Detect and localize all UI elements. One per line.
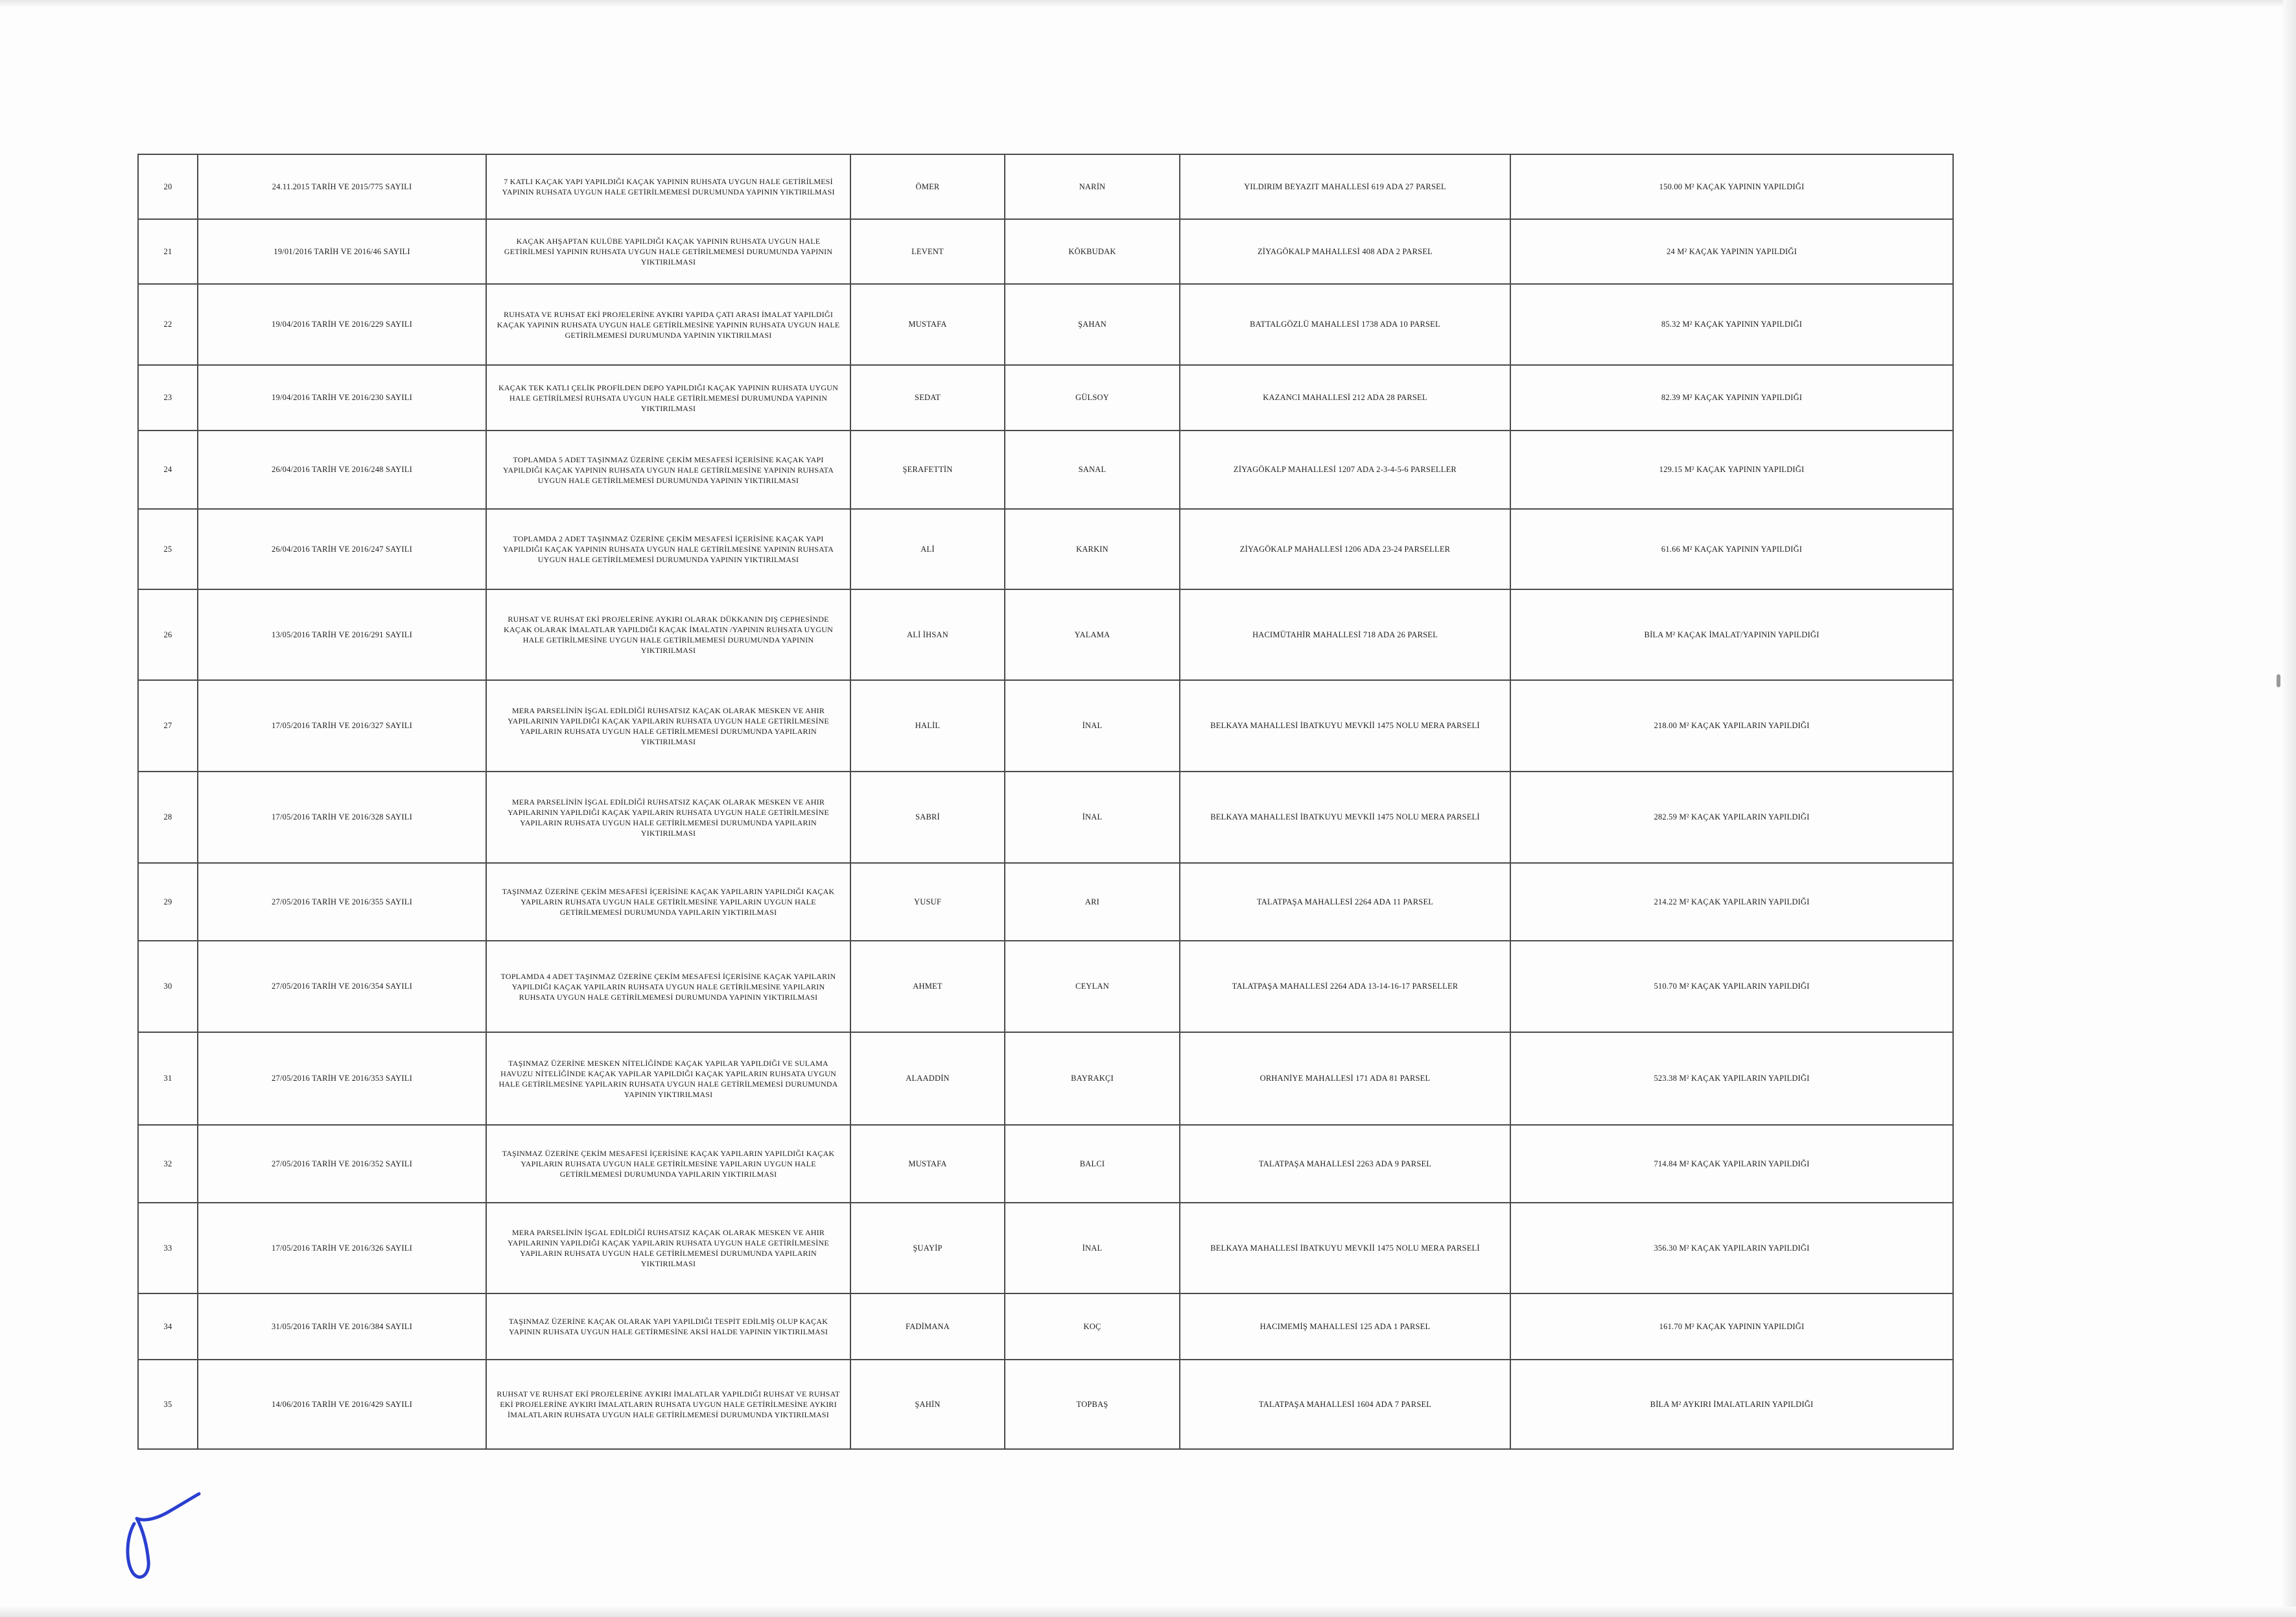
violation-description: MERA PARSELİNİN İŞGAL EDİLDİĞİ RUHSATSIZ KAÇAK OLARAK MESKEN VE AHIR YAPILARININ YAPILDIĞI KAÇAK YAPILARIN RUHSATA UYGUN HALE GETİRİLMESİNE YAPILARIN RUHSATA UYGUN HALE GETİRİLMEMESİ DURUMUNDA YAPILARIN YIKTIRILMASI <box>486 1203 850 1293</box>
owner-first-name: YUSUF <box>850 863 1005 941</box>
scan-edge-bottom <box>0 1607 2296 1617</box>
row-number: 35 <box>138 1360 198 1449</box>
decision-date-number: 24.11.2015 TARİH VE 2015/775 SAYILI <box>198 154 486 219</box>
owner-first-name: ŞUAYİP <box>850 1203 1005 1293</box>
owner-surname: İNAL <box>1005 772 1180 863</box>
decision-date-number: 14/06/2016 TARİH VE 2016/429 SAYILI <box>198 1360 486 1449</box>
table-row <box>138 154 1953 219</box>
construction-result: 214.22 M² KAÇAK YAPILARIN YAPILDIĞI <box>1510 863 1953 941</box>
owner-first-name: LEVENT <box>850 219 1005 284</box>
owner-surname: KOÇ <box>1005 1293 1180 1360</box>
construction-result: 356.30 M² KAÇAK YAPILARIN YAPILDIĞI <box>1510 1203 1953 1293</box>
violation-description: MERA PARSELİNİN İŞGAL EDİLDİĞİ RUHSATSIZ KAÇAK OLARAK MESKEN VE AHIR YAPILARININ YAPILDIĞI KAÇAK YAPILARIN RUHSATA UYGUN HALE GETİRİLMESİNE YAPILARIN RUHSATA UYGUN HALE GETİRİLMEMESİ DURUMUNDA YAPILARIN YIKTIRILMASI <box>486 680 850 772</box>
table-row <box>138 1032 1953 1125</box>
row-number: 28 <box>138 772 198 863</box>
owner-first-name: MUSTAFA <box>850 284 1005 365</box>
parcel-location: KAZANCI MAHALLESİ 212 ADA 28 PARSEL <box>1180 365 1510 431</box>
row-number: 24 <box>138 431 198 509</box>
owner-first-name: ALİ <box>850 509 1005 589</box>
parcel-location: HACIMEMİŞ MAHALLESİ 125 ADA 1 PARSEL <box>1180 1293 1510 1360</box>
table-body <box>138 154 1953 1449</box>
construction-result: 523.38 M² KAÇAK YAPILARIN YAPILDIĞI <box>1510 1032 1953 1125</box>
violation-description: KAÇAK TEK KATLI ÇELİK PROFİLDEN DEPO YAPILDIĞI KAÇAK YAPININ RUHSATA UYGUN HALE GETİRİLMESİ RUHSATA UYGUN HALE GETİRİLMEMESİ DURUMUNDA YAPININ YIKTIRILMASI <box>486 365 850 431</box>
table-row <box>138 863 1953 941</box>
row-number: 29 <box>138 863 198 941</box>
table-row <box>138 589 1953 680</box>
row-number: 34 <box>138 1293 198 1360</box>
decision-date-number: 13/05/2016 TARİH VE 2016/291 SAYILI <box>198 589 486 680</box>
owner-surname: KARKIN <box>1005 509 1180 589</box>
parcel-location: YILDIRIM BEYAZIT MAHALLESİ 619 ADA 27 PARSEL <box>1180 154 1510 219</box>
parcel-location: TALATPAŞA MAHALLESİ 2263 ADA 9 PARSEL <box>1180 1125 1510 1203</box>
row-number: 22 <box>138 284 198 365</box>
owner-surname: BALCI <box>1005 1125 1180 1203</box>
decision-date-number: 19/04/2016 TARİH VE 2016/229 SAYILI <box>198 284 486 365</box>
owner-first-name: ÖMER <box>850 154 1005 219</box>
construction-result: BİLA M² AYKIRI İMALATLARIN YAPILDIĞI <box>1510 1360 1953 1449</box>
table-row <box>138 1125 1953 1203</box>
table-row <box>138 284 1953 365</box>
violation-description: RUHSAT VE RUHSAT EKİ PROJELERİNE AYKIRI İMALATLAR YAPILDIĞI RUHSAT VE RUHSAT EKİ PROJELERİNE AYKIRI İMALATLARIN RUHSATA UYGUN HALE GETİRİLMESİNE AYKIRI İMALATLARIN RUHSATA UYGUN HALE GETİRİLMEMESİ DURUMUNDA YIKTIRILMASI <box>486 1360 850 1449</box>
owner-surname: İNAL <box>1005 680 1180 772</box>
decision-date-number: 17/05/2016 TARİH VE 2016/326 SAYILI <box>198 1203 486 1293</box>
table-row <box>138 1293 1953 1360</box>
owner-first-name: ŞERAFETTİN <box>850 431 1005 509</box>
parcel-location: TALATPAŞA MAHALLESİ 1604 ADA 7 PARSEL <box>1180 1360 1510 1449</box>
owner-surname: SANAL <box>1005 431 1180 509</box>
decision-date-number: 17/05/2016 TARİH VE 2016/328 SAYILI <box>198 772 486 863</box>
owner-first-name: ALAADDİN <box>850 1032 1005 1125</box>
violation-description: 7 KATLI KAÇAK YAPI YAPILDIĞI KAÇAK YAPININ RUHSATA UYGUN HALE GETİRİLMESİ YAPININ RUHSATA UYGUN HALE GETİRİLMEMESİ DURUMUNDA YAPININ YIKTIRILMASI <box>486 154 850 219</box>
violation-description: TAŞINMAZ ÜZERİNE ÇEKİM MESAFESİ İÇERİSİNE KAÇAK YAPILARIN YAPILDIĞI KAÇAK YAPILARIN RUHSATA UYGUN HALE GETİRİLMESİNE YAPILARIN UYGUN HALE GETİRİLMEMESİ DURUMUNDA YAPILARIN YIKTIRILMASI <box>486 1125 850 1203</box>
decision-date-number: 27/05/2016 TARİH VE 2016/355 SAYILI <box>198 863 486 941</box>
violation-description: KAÇAK AHŞAPTAN KULÜBE YAPILDIĞI KAÇAK YAPININ RUHSATA UYGUN HALE GETİRİLMESİ YAPININ RUHSATA UYGUN HALE GETİRİLMEMESİ DURUMUNDA YAPININ YIKTIRILMASI <box>486 219 850 284</box>
parcel-location: BELKAYA MAHALLESİ İBATKUYU MEVKİİ 1475 NOLU MERA PARSELİ <box>1180 680 1510 772</box>
violation-description: TOPLAMDA 5 ADET TAŞINMAZ ÜZERİNE ÇEKİM MESAFESİ İÇERİSİNE KAÇAK YAPI YAPILDIĞI KAÇAK YAPININ RUHSATA UYGUN HALE GETİRİLMESİNE YAPININ RUHSATA UYGUN HALE GETİRİLMEMESİ DURUMUNDA YAPININ YIKTIRILMASI <box>486 431 850 509</box>
parcel-location: HACIMÜTAHİR MAHALLESİ 718 ADA 26 PARSEL <box>1180 589 1510 680</box>
row-number: 31 <box>138 1032 198 1125</box>
violation-description: TOPLAMDA 4 ADET TAŞINMAZ ÜZERİNE ÇEKİM MESAFESİ İÇERİSİNE KAÇAK YAPILARIN YAPILDIĞI KAÇAK YAPILARIN RUHSATA UYGUN HALE GETİRİLMESİNE YAPILARIN RUHSATA UYGUN HALE GETİRİLMEMESİ DURUMUNDA YAPININ YIKTIRILMASI <box>486 941 850 1032</box>
construction-result: 282.59 M² KAÇAK YAPILARIN YAPILDIĞI <box>1510 772 1953 863</box>
row-number: 21 <box>138 219 198 284</box>
owner-surname: YALAMA <box>1005 589 1180 680</box>
violation-description: MERA PARSELİNİN İŞGAL EDİLDİĞİ RUHSATSIZ KAÇAK OLARAK MESKEN VE AHIR YAPILARININ YAPILDIĞI KAÇAK YAPILARIN RUHSATA UYGUN HALE GETİRİLMESİNE YAPILARIN RUHSATA UYGUN HALE GETİRİLMEMESİ DURUMUNDA YAPILARIN YIKTIRILMASI <box>486 772 850 863</box>
owner-first-name: AHMET <box>850 941 1005 1032</box>
construction-result: 85.32 M² KAÇAK YAPININ YAPILDIĞI <box>1510 284 1953 365</box>
decision-date-number: 27/05/2016 TARİH VE 2016/354 SAYILI <box>198 941 486 1032</box>
owner-first-name: HALİL <box>850 680 1005 772</box>
owner-first-name: SABRİ <box>850 772 1005 863</box>
parcel-location: BELKAYA MAHALLESİ İBATKUYU MEVKİİ 1475 NOLU MERA PARSELİ <box>1180 1203 1510 1293</box>
decision-date-number: 19/04/2016 TARİH VE 2016/230 SAYILI <box>198 365 486 431</box>
row-number: 25 <box>138 509 198 589</box>
handwritten-signature <box>120 1485 204 1582</box>
construction-result: 82.39 M² KAÇAK YAPININ YAPILDIĞI <box>1510 365 1953 431</box>
owner-first-name: ŞAHİN <box>850 1360 1005 1449</box>
owner-first-name: SEDAT <box>850 365 1005 431</box>
table-row <box>138 1203 1953 1293</box>
parcel-location: TALATPAŞA MAHALLESİ 2264 ADA 11 PARSEL <box>1180 863 1510 941</box>
table-row <box>138 941 1953 1032</box>
construction-result: 510.70 M² KAÇAK YAPILARIN YAPILDIĞI <box>1510 941 1953 1032</box>
construction-result: 129.15 M² KAÇAK YAPININ YAPILDIĞI <box>1510 431 1953 509</box>
row-number: 27 <box>138 680 198 772</box>
owner-surname: NARİN <box>1005 154 1180 219</box>
parcel-location: ZİYAGÖKALP MAHALLESİ 1206 ADA 23-24 PARSELLER <box>1180 509 1510 589</box>
table-row <box>138 219 1953 284</box>
construction-result: 218.00 M² KAÇAK YAPILARIN YAPILDIĞI <box>1510 680 1953 772</box>
owner-first-name: FADİMANA <box>850 1293 1005 1360</box>
row-number: 23 <box>138 365 198 431</box>
scan-edge-top <box>0 0 2296 6</box>
owner-surname: CEYLAN <box>1005 941 1180 1032</box>
row-number: 30 <box>138 941 198 1032</box>
demolition-decisions-table <box>137 154 1954 1450</box>
construction-result: 714.84 M² KAÇAK YAPILARIN YAPILDIĞI <box>1510 1125 1953 1203</box>
owner-surname: KÖKBUDAK <box>1005 219 1180 284</box>
parcel-location: BATTALGÖZLÜ MAHALLESİ 1738 ADA 10 PARSEL <box>1180 284 1510 365</box>
table-row <box>138 772 1953 863</box>
owner-first-name: ALİ İHSAN <box>850 589 1005 680</box>
table-row <box>138 509 1953 589</box>
table-row <box>138 680 1953 772</box>
owner-surname: İNAL <box>1005 1203 1180 1293</box>
row-number: 32 <box>138 1125 198 1203</box>
table-row <box>138 431 1953 509</box>
violation-description: RUHSATA VE RUHSAT EKİ PROJELERİNE AYKIRI YAPIDA ÇATI ARASI İMALAT YAPILDIĞI KAÇAK YAPININ RUHSATA UYGUN HALE GETİRİLMESİNE YAPININ RUHSATA UYGUN HALE GETİRİLMEMESİ DURUMUNDA YAPININ YIKTIRILMASI <box>486 284 850 365</box>
owner-surname: ARI <box>1005 863 1180 941</box>
parcel-location: BELKAYA MAHALLESİ İBATKUYU MEVKİİ 1475 NOLU MERA PARSELİ <box>1180 772 1510 863</box>
construction-result: 161.70 M² KAÇAK YAPININ YAPILDIĞI <box>1510 1293 1953 1360</box>
row-number: 26 <box>138 589 198 680</box>
construction-result: BİLA M² KAÇAK İMALAT/YAPININ YAPILDIĞI <box>1510 589 1953 680</box>
row-number: 20 <box>138 154 198 219</box>
owner-first-name: MUSTAFA <box>850 1125 1005 1203</box>
owner-surname: GÜLSOY <box>1005 365 1180 431</box>
violation-description: TAŞINMAZ ÜZERİNE MESKEN NİTELİĞİNDE KAÇAK YAPILAR YAPILDIĞI VE SULAMA HAVUZU NİTELİĞİNDE KAÇAK YAPILAR YAPILDIĞI KAÇAK YAPILARIN RUHSATA UYGUN HALE GETİRİLMESİNE YAPILARIN RUHSATA UYGUN HALE GETİRİLMEMESİ DURUMUNDA YAPININ YIKTIRILMASI <box>486 1032 850 1125</box>
signature-stroke <box>128 1494 199 1577</box>
violation-description: TOPLAMDA 2 ADET TAŞINMAZ ÜZERİNE ÇEKİM MESAFESİ İÇERİSİNE KAÇAK YAPI YAPILDIĞI KAÇAK YAPININ RUHSATA UYGUN HALE GETİRİLMESİNE YAPININ RUHSATA UYGUN HALE GETİRİLMEMESİ DURUMUNDA YAPININ YIKTIRILMASI <box>486 509 850 589</box>
decision-date-number: 19/01/2016 TARİH VE 2016/46 SAYILI <box>198 219 486 284</box>
parcel-location: ORHANİYE MAHALLESİ 171 ADA 81 PARSEL <box>1180 1032 1510 1125</box>
decision-date-number: 26/04/2016 TARİH VE 2016/247 SAYILI <box>198 509 486 589</box>
violation-description: TAŞINMAZ ÜZERİNE KAÇAK OLARAK YAPI YAPILDIĞI TESPİT EDİLMİŞ OLUP KAÇAK YAPININ RUHSATA UYGUN HALE GETİRMESİNE AKSİ HALDE YAPININ YIKTIRILMASI <box>486 1293 850 1360</box>
construction-result: 61.66 M² KAÇAK YAPININ YAPILDIĞI <box>1510 509 1953 589</box>
decision-date-number: 17/05/2016 TARİH VE 2016/327 SAYILI <box>198 680 486 772</box>
owner-surname: BAYRAKÇI <box>1005 1032 1180 1125</box>
construction-result: 150.00 M² KAÇAK YAPININ YAPILDIĞI <box>1510 154 1953 219</box>
scan-edge-right <box>2283 0 2296 1617</box>
decision-date-number: 26/04/2016 TARİH VE 2016/248 SAYILI <box>198 431 486 509</box>
margin-mark <box>2277 674 2280 687</box>
owner-surname: ŞAHAN <box>1005 284 1180 365</box>
decision-date-number: 27/05/2016 TARİH VE 2016/352 SAYILI <box>198 1125 486 1203</box>
parcel-location: TALATPAŞA MAHALLESİ 2264 ADA 13-14-16-17 PARSELLER <box>1180 941 1510 1032</box>
table-row <box>138 1360 1953 1449</box>
construction-result: 24 M² KAÇAK YAPININ YAPILDIĞI <box>1510 219 1953 284</box>
decision-date-number: 31/05/2016 TARİH VE 2016/384 SAYILI <box>198 1293 486 1360</box>
table-row <box>138 365 1953 431</box>
row-number: 33 <box>138 1203 198 1293</box>
decision-date-number: 27/05/2016 TARİH VE 2016/353 SAYILI <box>198 1032 486 1125</box>
owner-surname: TOPBAŞ <box>1005 1360 1180 1449</box>
parcel-location: ZİYAGÖKALP MAHALLESİ 408 ADA 2 PARSEL <box>1180 219 1510 284</box>
violation-description: TAŞINMAZ ÜZERİNE ÇEKİM MESAFESİ İÇERİSİNE KAÇAK YAPILARIN YAPILDIĞI KAÇAK YAPILARIN RUHSATA UYGUN HALE GETİRİLMESİNE YAPILARIN UYGUN HALE GETİRİLMEMESİ DURUMUNDA YAPILARIN YIKTIRILMASI <box>486 863 850 941</box>
violation-description: RUHSAT VE RUHSAT EKİ PROJELERİNE AYKIRI OLARAK DÜKKANIN DIŞ CEPHESİNDE KAÇAK OLARAK İMALATLAR YAPILDIĞI KAÇAK İMALATIN /YAPININ RUHSATA UYGUN HALE GETİRİLMESİNE UYGUN HALE GETİRİLMEMESİ DURUMUNDA YAPININ YIKTIRILMASI <box>486 589 850 680</box>
parcel-location: ZİYAGÖKALP MAHALLESİ 1207 ADA 2-3-4-5-6 PARSELLER <box>1180 431 1510 509</box>
